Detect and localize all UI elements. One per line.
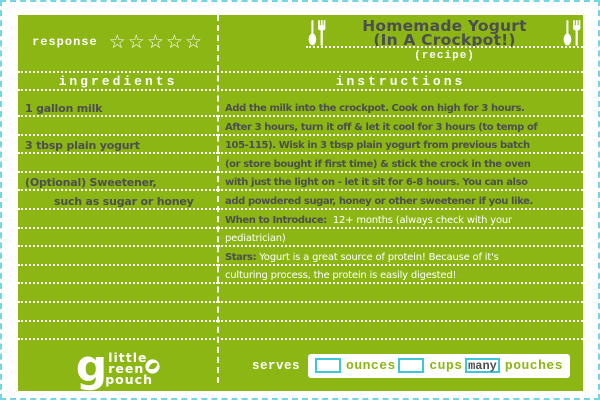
serves-field-cups [398,358,462,373]
instruction-line [218,229,583,248]
title-line-2: (In A Crockpot!) [373,31,516,49]
instruction-line [218,173,583,192]
instruction-line [218,284,583,303]
logo-word-little: little [108,350,148,365]
ingredient-line [18,247,218,266]
ingredient-text: such as sugar or honey [54,194,194,208]
pouches-input[interactable]: many [465,358,500,373]
ingredient-line [18,173,218,192]
response-rating-row [18,31,218,53]
logo-word-reen: reen [108,361,145,376]
logo-words [105,350,160,387]
ingredient-text: (Optional) Sweetener, [25,176,157,190]
instruction-line [218,136,583,155]
ingredient-line [18,303,218,322]
serves-fields-box [308,354,570,378]
ounces-input[interactable] [315,358,341,373]
instruction-text-light: culturing process, the protein is easily digested! [225,270,457,282]
serves-row [218,340,583,391]
logo-word-pouch: pouch [105,372,153,387]
ingredient-text: 3 tbsp plain yogurt [25,139,140,153]
ingredient-line [18,229,218,248]
instruction-line [218,154,583,173]
instruction-text-light: 12+ months (always check with your [326,214,512,226]
cups-input[interactable] [398,358,424,373]
ingredient-line [18,210,218,229]
title-block [306,19,583,47]
ingredient-line [18,154,218,173]
ingredient-line [18,91,218,117]
ounces-label: ounces [346,358,396,373]
serves-label: serves [252,358,301,373]
instruction-text-dark: Add the milk into the crockpot. Cook on high for 3 hours. [225,103,525,114]
footer [18,338,583,391]
instruction-text-dark: When to Introduce: [225,214,327,226]
spoon-fork-icon [306,19,328,47]
little-green-pouch-logo [75,341,161,392]
instruction-text-light: pediatrician) [225,233,286,245]
ingredient-line [18,284,218,303]
brand-logo [18,340,218,391]
instruction-line [218,117,583,136]
ingredient-line [18,191,218,210]
star-rating[interactable]: ☆☆☆☆☆ [108,31,204,53]
title-line-1: Homemade Yogurt [362,17,527,35]
instructions-column [218,91,583,322]
ingredient-line [18,136,218,155]
serves-field-pouches [465,358,563,373]
instruction-line [218,191,583,210]
page-title [328,19,561,47]
serves-field-ounces [315,358,396,373]
instruction-line [218,266,583,285]
instruction-line [218,247,583,266]
logo-big-g: g [75,341,108,392]
ingredient-line [18,117,218,136]
response-label: response [32,35,98,49]
instruction-text-dark: (or store bought if first time) & stick the crock in the oven [225,158,531,170]
title-underline [306,46,583,48]
instruction-text-dark: 105-115). Wisk in 3 tbsp plain yogurt from previous batch [225,140,530,152]
instruction-text-dark: Stars: [225,251,257,263]
ingredients-column [18,91,218,322]
instruction-text-dark: add powdered sugar, honey or other sweetener if you like. [225,195,533,207]
instruction-line [218,303,583,322]
ingredients-heading: ingredients [58,73,178,89]
recipe-subtitle: (recipe) [414,50,475,62]
instruction-text-dark: After 3 hours, turn it off & let it cool for 3 hours (to temp of [225,121,538,133]
ingredient-line [18,266,218,285]
instruction-text-dark: with just the light on - let it sit for 6-8 hours. You can also [225,177,528,189]
recipe-card [18,15,583,391]
cups-label: cups [429,358,463,373]
column-divider [217,15,219,383]
instruction-line [218,91,583,117]
instruction-text-light: Yogurt is a great source of protein! Because of it's [256,251,499,263]
ingredient-text: 1 gallon milk [25,102,103,115]
spoon-fork-icon [561,19,583,47]
pouches-label: pouches [504,358,563,373]
section-headings [18,71,583,91]
instruction-line [218,210,583,229]
instructions-heading: instructions [335,73,466,89]
